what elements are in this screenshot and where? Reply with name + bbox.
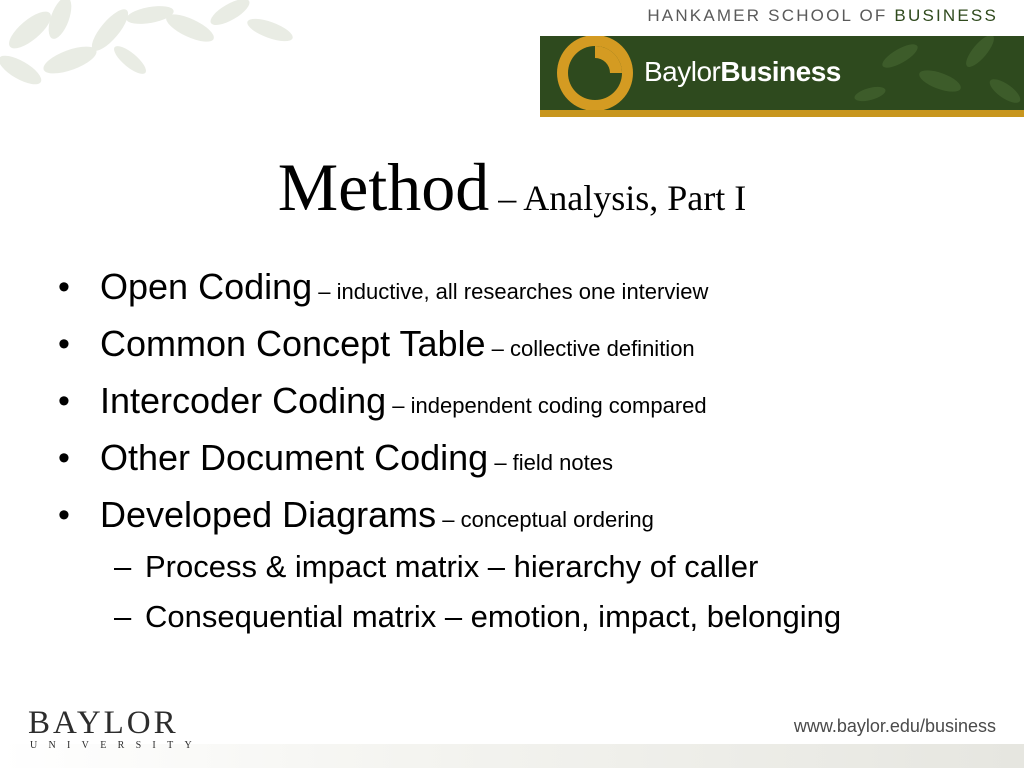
list-item [58,262,998,319]
bullet-note: – inductive, all researches one interview [312,279,709,304]
list-item [58,490,998,547]
bullet-label: Developed Diagrams [100,494,437,535]
sub-bullet-text: Process & impact matrix – hierarchy of caller [145,549,759,584]
sub-list-item [58,597,998,647]
bullet-note: – conceptual ordering [436,507,654,532]
title-sub: – Analysis, Part I [489,178,747,218]
bullet-marker: • [58,496,70,534]
footer-url: www.baylor.edu/business [793,716,996,736]
baylor-business-banner [540,36,1024,110]
logo-word: BAYLOR [28,705,179,741]
bullet-note: – field notes [488,450,613,475]
sub-list-item [58,547,998,597]
sub-bullet-text: Consequential matrix – emotion, impact, belonging [145,599,842,634]
leaf-decoration [0,0,320,110]
bullet-label: Common Concept Table [100,323,486,364]
list-item [58,376,998,433]
school-name [647,6,998,26]
banner-gold-stripe [540,110,1024,117]
slide-title [0,148,1024,227]
bullet-label: Intercoder Coding [100,380,387,421]
bullet-note: – independent coding compared [386,393,707,418]
bullet-label: Open Coding [100,266,313,307]
baylor-gold-logo-icon [552,36,638,110]
wordmark-light: Baylor [644,56,721,87]
bullet-list [58,262,998,647]
sub-bullet-marker: – [114,599,132,634]
logo-sub: UNIVERSITY [30,740,203,751]
baylor-business-wordmark [644,56,841,88]
list-item [58,319,998,376]
bullet-marker: • [58,382,70,420]
baylor-university-logo [28,706,203,752]
school-name-prefix: HANKAMER SCHOOL OF [647,6,888,25]
bullet-marker: • [58,439,70,477]
bullet-marker: • [58,268,70,306]
sub-bullet-marker: – [114,549,132,584]
bullet-label: Other Document Coding [100,437,489,478]
wordmark-bold: Business [720,56,841,87]
list-item [58,433,998,490]
bullet-marker: • [58,325,70,363]
title-main: Method [277,149,490,225]
bullet-note: – collective definition [485,336,695,361]
school-name-business: BUSINESS [894,6,998,25]
